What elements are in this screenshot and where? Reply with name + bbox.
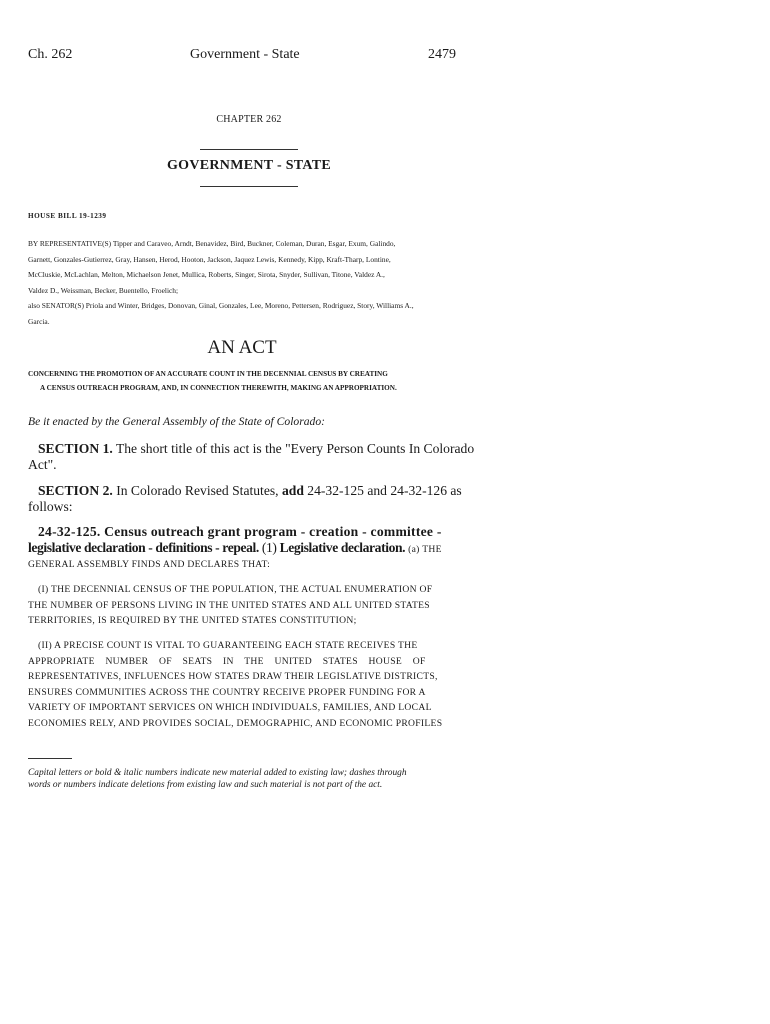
paragraph-ii [28,638,458,731]
statute-legislative-declaration: Legislative declaration. [279,539,406,555]
act-heading: AN ACT [207,337,277,358]
statute-24-32-125 [28,524,460,573]
section-1-text-cont: Act". [28,456,57,472]
paragraph-line: APPROPRIATE NUMBER OF SEATS IN THE UNITED STATES HOUSE OF [28,655,426,667]
sponsor-line: Valdez D., Weissman, Becker, Buentello, Froelich; [28,285,179,295]
statute-subsection: (1) [261,539,277,555]
chapter-label: CHAPTER 262 [216,114,282,125]
paragraph-line: ENSURES COMMUNITIES ACROSS THE COUNTRY RECEIVE PROPER FUNDING FOR A [28,686,426,698]
sponsor-line: McCluskie, McLachlan, Melton, Michaelson Jenet, Mullica, Roberts, Singer, Sirota, Snyder, Sullivan, Titone, Valdez A., [28,270,385,279]
paragraph-line: REPRESENTATIVES, INFLUENCES HOW STATES DRAW THEIR LEGISLATIVE DISTRICTS, [28,671,438,682]
section-2-label: SECTION 2. [38,483,113,498]
chapter-rule-top [200,149,298,150]
paragraph-line: ECONOMIES RELY, AND PROVIDES SOCIAL, DEMOGRAPHIC, AND ECONOMIC PROFILES [28,717,443,729]
sponsors-block [28,236,468,329]
bill-number: HOUSE BILL 19-1239 [28,212,107,220]
footnote-rule [28,758,72,759]
paragraph-line: (I) THE DECENNIAL CENSUS OF THE POPULATION, THE ACTUAL ENUMERATION OF [38,584,433,595]
sponsor-line: Garnett, Gonzales-Gutierrez, Gray, Hansen, Herod, Hooton, Jackson, Jaquez Lewis, Kennedy, Kipp, Kraft-Tharp, Lontine, [28,254,391,264]
statute-heading-cont: legislative declaration - definitions - repeal. [28,539,259,555]
header-chapter-ref: Ch. 262 [28,47,73,62]
paragraph-line: VARIETY OF IMPORTANT SERVICES ON WHICH INDIVIDUALS, FAMILIES, AND LOCAL [28,702,432,713]
chapter-rule-bottom [200,186,298,187]
act-title [28,367,464,395]
section-1-label: SECTION 1. [38,441,113,456]
header-page-number: 2479 [428,47,456,62]
section-2 [28,483,462,514]
section-2-text-b: 24-32-125 and 24-32-126 as [307,483,462,498]
enacting-clause: Be it enacted by the General Assembly of the State of Colorado: [28,415,325,428]
section-2-text-cont: follows: [28,498,73,514]
header-section: Government - State [190,47,300,62]
footnote-line: Capital letters or bold & italic numbers indicate new material added to existing law; dashes through [28,768,407,778]
paragraph-line: (II) A PRECISE COUNT IS VITAL TO GUARANTEEING EACH STATE RECEIVES THE [38,640,418,651]
section-1-text: The short title of this act is the "Every Person Counts In Colorado [115,441,475,456]
footnote-line: words or numbers indicate deletions from existing law and such material is not part of the act. [28,780,383,790]
statute-para-a: (a) THE [408,543,442,555]
paragraph-line: THE NUMBER OF PERSONS LIVING IN THE UNITED STATES AND ALL UNITED STATES [28,599,430,611]
section-2-add: add [281,483,304,498]
chapter-title: GOVERNMENT - STATE [166,158,332,173]
sponsor-line: Garcia. [28,316,50,326]
section-2-text: In Colorado Revised Statutes, [116,483,279,498]
section-1 [28,441,475,472]
paragraph-i [28,582,458,629]
footnote [28,767,468,791]
paragraph-line: TERRITORIES, IS REQUIRED BY THE UNITED STATES CONSTITUTION; [28,615,357,626]
statute-para-a-cont: GENERAL ASSEMBLY FINDS AND DECLARES THAT: [28,559,271,570]
act-title-line: CONCERNING THE PROMOTION OF AN ACCURATE COUNT IN THE DECENNIAL CENSUS BY CREATING [28,370,388,378]
sponsor-line: also SENATOR(S) Priola and Winter, Bridges, Donovan, Ginal, Gonzales, Lee, Moreno, Pettersen, Rodriguez, Story, Williams A., [28,301,414,310]
sponsor-line: BY REPRESENTATIVE(S) Tipper and Caraveo, Arndt, Benavidez, Bird, Buckner, Coleman, Duran, Esgar, Exum, Galindo, [28,239,396,248]
act-title-line: A CENSUS OUTREACH PROGRAM, AND, IN CONNECTION THEREWITH, MAKING AN APPROPRIATION. [40,384,397,392]
statute-heading: 24-32-125. Census outreach grant program - creation - committee - [38,524,442,539]
